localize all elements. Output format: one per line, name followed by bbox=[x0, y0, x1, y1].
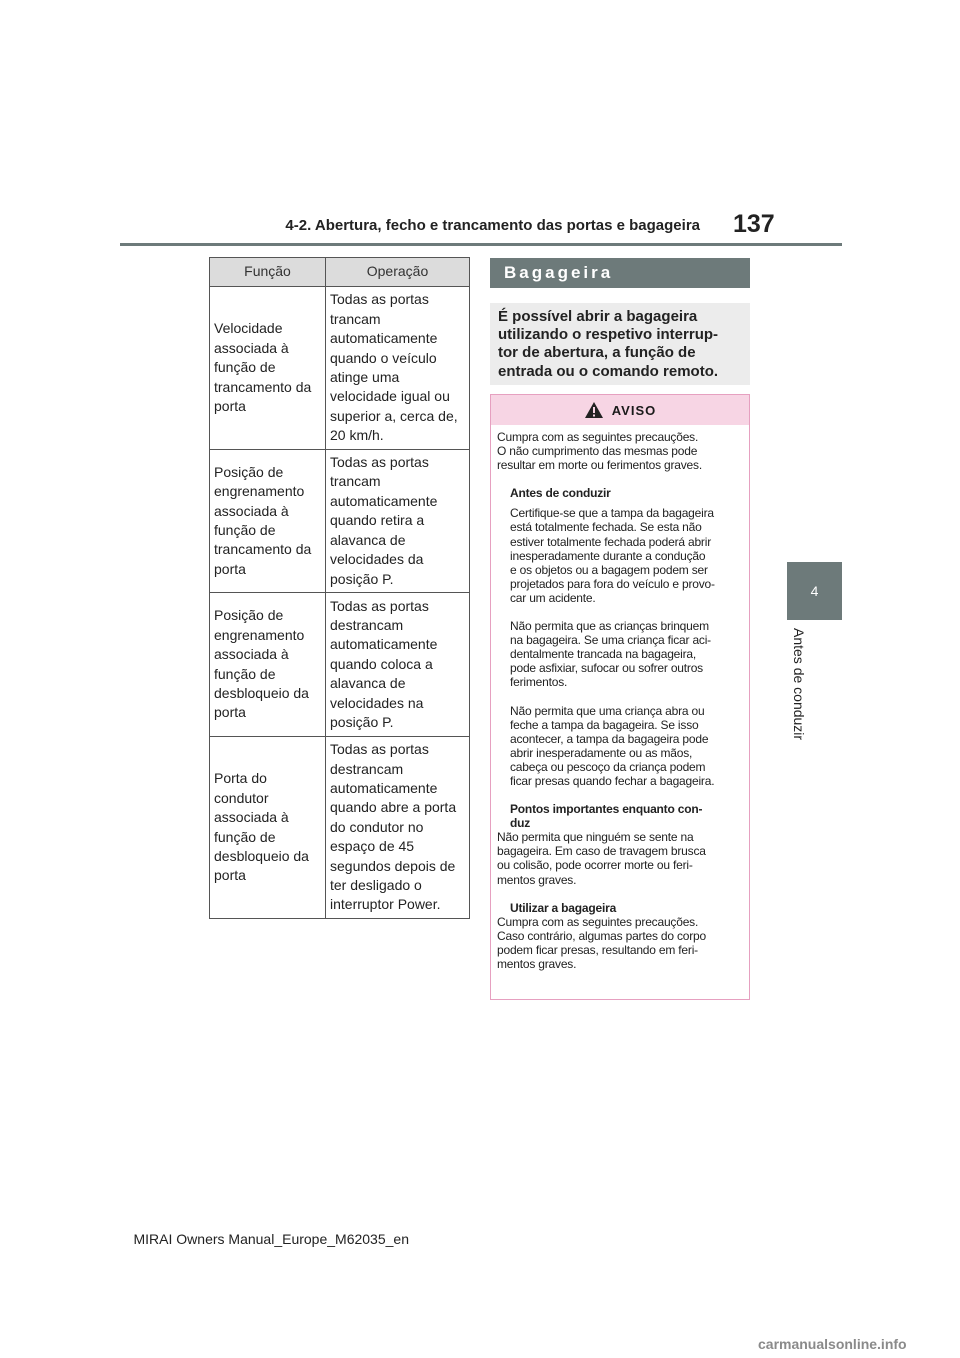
table-header-function: Função bbox=[210, 258, 326, 287]
warning-body bbox=[491, 425, 749, 971]
cell-line: porta bbox=[214, 560, 246, 577]
cell-line: superior a, cerca de, bbox=[330, 407, 458, 424]
page-number: 137 bbox=[733, 210, 775, 238]
table-row bbox=[210, 737, 470, 919]
cell-line: alavanca de bbox=[330, 675, 406, 692]
cell-line: função de bbox=[214, 522, 276, 538]
warning-line: mentos graves. bbox=[497, 872, 577, 887]
cell-line: associada à bbox=[214, 809, 289, 826]
warning-line: dentalmente trancada na bagageira, bbox=[510, 647, 697, 662]
warning-line: Não permita que as crianças brinquem bbox=[510, 619, 709, 634]
watermark: carmanualsonline.info bbox=[758, 1336, 907, 1352]
cell-line: posição P. bbox=[330, 570, 394, 587]
warning-line: feche a tampa da bagageira. Se isso bbox=[510, 717, 699, 732]
warning-line: duz bbox=[510, 816, 531, 831]
spacer bbox=[497, 605, 743, 619]
cell-line: trancamento da bbox=[214, 378, 312, 395]
warning-line: Cumpra com as seguintes precauções. bbox=[497, 430, 699, 444]
intro-line: tor de abertura, a função de bbox=[498, 344, 696, 362]
warning-line: inesperadamente durante a condução bbox=[510, 548, 706, 563]
header-divider bbox=[120, 243, 842, 246]
warning-line: Certifique-se que a tampa da bagageira bbox=[510, 506, 714, 521]
warning-line: O não cumprimento das mesmas pode bbox=[497, 444, 698, 459]
table-header-operation: Operação bbox=[326, 258, 470, 287]
cell-line: segundos depois de bbox=[330, 857, 456, 874]
table-row bbox=[210, 287, 470, 450]
warning-line: Não permita que ninguém se sente na bbox=[497, 830, 694, 845]
cell-line: desbloqueio da bbox=[214, 847, 309, 864]
table-cell-function bbox=[210, 593, 326, 737]
table-cell-function bbox=[210, 287, 326, 450]
table-cell-function bbox=[210, 737, 326, 919]
cell-line: velocidade igual ou bbox=[330, 388, 450, 405]
warning-line: Não permita que uma criança abra ou bbox=[510, 703, 705, 718]
spacer bbox=[497, 887, 743, 901]
cell-line: trancam bbox=[330, 473, 381, 490]
table-cell-operation bbox=[326, 287, 470, 450]
spacer bbox=[497, 788, 743, 802]
warning-line: pode asfixiar, sufocar ou sofrer outros bbox=[510, 661, 703, 676]
warning-line: ferimentos. bbox=[510, 675, 568, 690]
cell-line: trancamento da bbox=[214, 541, 312, 558]
warning-line: Cumpra com as seguintes precauções. bbox=[497, 914, 699, 929]
warning-line: está totalmente fechada. Se esta não bbox=[510, 520, 702, 535]
cell-line: velocidades da bbox=[330, 551, 424, 568]
warning-line: abrir inesperadamente ou as mãos, bbox=[510, 745, 693, 760]
cell-line: automaticamente bbox=[330, 330, 438, 347]
cell-line: função de bbox=[214, 665, 276, 682]
table-cell-operation bbox=[326, 593, 470, 737]
cell-line: porta bbox=[214, 704, 246, 721]
cell-line: condutor bbox=[214, 789, 269, 806]
cell-line: engrenamento bbox=[214, 626, 305, 643]
cell-line: posição P. bbox=[330, 714, 394, 731]
cell-line: função de bbox=[214, 359, 276, 376]
intro-box bbox=[490, 303, 750, 385]
cell-line: Porta do bbox=[214, 770, 267, 787]
table-header-row bbox=[210, 258, 470, 287]
warning-line: resultar em morte ou ferimentos graves. bbox=[497, 458, 702, 473]
cell-line: destrancam bbox=[330, 760, 404, 777]
warning-line: cabeça ou pescoço da criança podem bbox=[510, 759, 706, 774]
cell-line: trancam bbox=[330, 310, 381, 327]
intro-line: utilizando o respetivo interrup- bbox=[498, 326, 719, 344]
cell-line: quando coloca a bbox=[330, 655, 433, 672]
chapter-tab-label: Antes de conduzir bbox=[791, 628, 807, 741]
cell-line: Todas as portas bbox=[330, 741, 429, 758]
cell-line: Todas as portas bbox=[330, 597, 429, 614]
cell-line: Posição de bbox=[214, 607, 284, 624]
cell-line: Todas as portas bbox=[330, 454, 429, 471]
cell-line: automaticamente bbox=[330, 779, 438, 796]
chapter-tab[interactable] bbox=[787, 562, 842, 620]
cell-line: quando retira a bbox=[330, 512, 425, 529]
warning-line: ou colisão, pode ocorrer morte ou feri- bbox=[497, 858, 693, 873]
cell-line: associada à bbox=[214, 339, 289, 356]
cell-line: função de bbox=[214, 828, 276, 845]
table-cell-function bbox=[210, 450, 326, 593]
intro-line: entrada ou o comando remoto. bbox=[498, 362, 719, 380]
warning-line: acontecer, a tampa da bagageira pode bbox=[510, 731, 709, 746]
warning-line: Antes de conduzir bbox=[510, 486, 611, 501]
cell-line: do condutor no bbox=[330, 818, 424, 835]
warning-line: projetados para fora do veículo e provo- bbox=[510, 576, 715, 591]
cell-line: quando o veículo bbox=[330, 349, 437, 366]
function-table bbox=[209, 257, 470, 919]
warning-line: e os objetos ou a bagagem podem ser bbox=[510, 562, 708, 577]
cell-line: destrancam bbox=[330, 616, 404, 633]
warning-line: Utilizar a bagageira bbox=[510, 900, 617, 915]
cell-line: velocidades na bbox=[330, 694, 424, 711]
cell-line: Posição de bbox=[214, 463, 284, 480]
table-cell-operation bbox=[326, 737, 470, 919]
cell-line: automaticamente bbox=[330, 636, 438, 653]
chapter-title: 4-2. Abertura, fecho e trancamento das portas e bagageira bbox=[285, 217, 700, 234]
intro-line: É possível abrir a bagageira bbox=[498, 308, 698, 325]
cell-line: automaticamente bbox=[330, 492, 438, 509]
table-cell-operation bbox=[326, 450, 470, 593]
warning-line: estiver totalmente fechada poderá abrir bbox=[510, 534, 711, 549]
warning-line: na bagageira. Se uma criança ficar aci- bbox=[510, 633, 711, 648]
warning-header bbox=[491, 395, 749, 425]
table-row bbox=[210, 450, 470, 593]
warning-line: podem ficar presas, resultando em feri- bbox=[497, 942, 698, 957]
warning-line: ficar presas quando fechar a bagageira. bbox=[510, 773, 715, 788]
table-row bbox=[210, 593, 470, 737]
warning-line: mentos graves. bbox=[497, 957, 577, 971]
cell-line: espaço de 45 bbox=[330, 838, 415, 855]
cell-line: atinge uma bbox=[330, 369, 400, 385]
cell-line: ter desligado o bbox=[330, 877, 422, 894]
footer-text: MIRAI Owners Manual_Europe_M62035_en bbox=[133, 1231, 409, 1247]
section-title: Bagageira bbox=[490, 258, 750, 288]
cell-line: alavanca de bbox=[330, 531, 406, 548]
warning-title: AVISO bbox=[611, 402, 657, 418]
cell-line: quando abre a porta bbox=[330, 799, 457, 816]
warning-line: Caso contrário, algumas partes do corpo bbox=[497, 928, 706, 943]
cell-line: interruptor Power. bbox=[330, 896, 441, 913]
cell-line: Todas as portas bbox=[330, 291, 429, 308]
cell-line: porta bbox=[214, 398, 246, 415]
chapter-tab-number: 4 bbox=[810, 583, 819, 599]
warning-line: bagageira. Em caso de travagem brusca bbox=[497, 844, 706, 859]
warning-line: car um acidente. bbox=[510, 590, 596, 605]
cell-line: associada à bbox=[214, 646, 289, 663]
cell-line: associada à bbox=[214, 502, 289, 519]
cell-line: desbloqueio da bbox=[214, 684, 309, 701]
warning-triangle-icon bbox=[584, 401, 604, 419]
cell-line: engrenamento bbox=[214, 483, 305, 500]
cell-line: 20 km/h. bbox=[330, 427, 384, 444]
spacer bbox=[497, 472, 743, 486]
cell-line: porta bbox=[214, 867, 246, 884]
warning-line: Pontos importantes enquanto con- bbox=[510, 802, 703, 817]
warning-box bbox=[490, 394, 750, 1000]
spacer bbox=[497, 690, 743, 704]
cell-line: Velocidade bbox=[214, 320, 283, 337]
